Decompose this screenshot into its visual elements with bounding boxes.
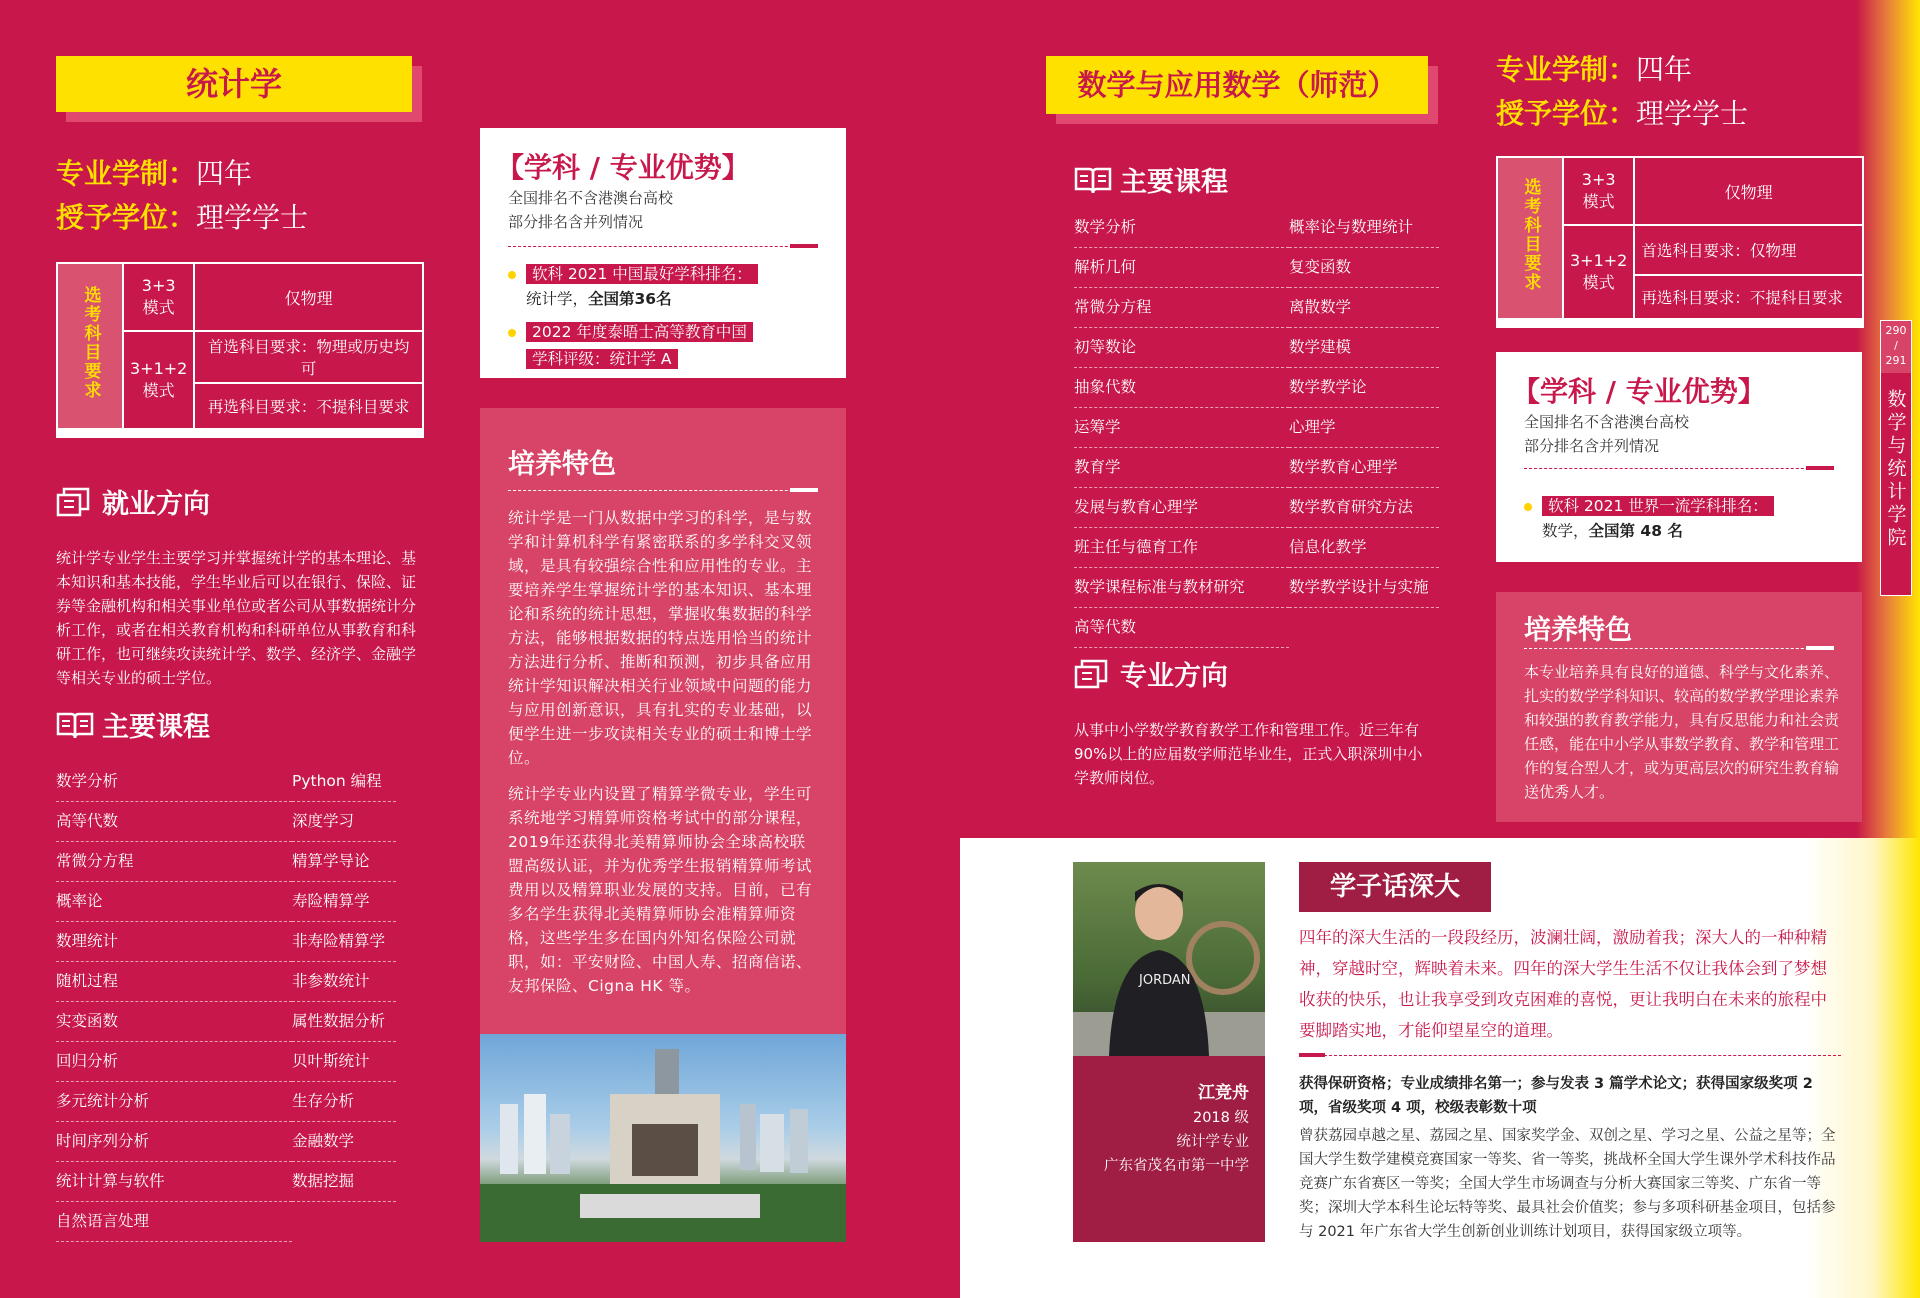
req-vertical-label: 选考科目要求 bbox=[57, 263, 123, 433]
right-degree: 授予学位：理学学士 bbox=[1496, 97, 1749, 130]
right-course-list bbox=[1074, 208, 1439, 648]
open-book-icon bbox=[1074, 165, 1108, 195]
right-adv-sub: 全国排名不含港澳台高校 部分排名含并列情况 bbox=[1524, 413, 1690, 455]
course-item: 数学教学设计与实施 bbox=[1289, 568, 1439, 608]
student-name: 江竞舟 bbox=[1198, 1083, 1249, 1103]
course-item: 初等数论 bbox=[1074, 328, 1289, 368]
course-item: Python 编程 bbox=[292, 762, 396, 802]
mid-feat-p2: 统计学专业内设置了精算学微专业，学生可系统地学习精算师资格考试中的部分课程，2019年还获得北美精算师协会全球高校联盟高级认证，并为优秀学生报销精算师考试费用以及精算职业发展的支持。目前，已有多名学生获得北美精算师协会准精算师资格，这些学生多在国内外知名保险公司就职，如：平安财险、中国人寿、招商信诺、友邦保险、Cigna HK 等。 bbox=[508, 785, 813, 995]
left-job-heading: 就业方向 bbox=[56, 482, 210, 521]
course-item: 数理统计 bbox=[56, 922, 292, 962]
right-adv-title: 【学科 / 专业优势】 bbox=[1512, 375, 1766, 408]
right-advantage-card bbox=[1496, 352, 1862, 562]
course-item: 自然语言处理 bbox=[56, 1202, 292, 1242]
course-item: 信息化教学 bbox=[1289, 528, 1439, 568]
bullet-icon bbox=[1524, 503, 1532, 511]
course-item: 教育学 bbox=[1074, 448, 1289, 488]
student-achievements: 曾获荔园卓越之星、荔园之星、国家奖学金、双创之星、学习之星、公益之星等；全国大学生数学建模竞赛国家一等奖、省一等奖，挑战杯全国大学生课外学术科技作品竞赛广东省赛区一等奖；全国大学生市场调查与分析大赛国家三等奖、广东省一等奖；深圳大学本科生论坛特等奖、最具社会价值奖；参与多项科研基金项目，包括参与 2021 年广东省大学生创新创业训练计划项目，获得国家级立项等。 bbox=[1299, 1128, 1836, 1240]
course-item: 非参数统计 bbox=[292, 962, 396, 1002]
course-item: 复变函数 bbox=[1289, 248, 1439, 288]
mid-adv-item-2: 2022 年度泰晤士高等教育中国 学科评级：统计学 A bbox=[508, 320, 828, 372]
svg-text:JORDAN: JORDAN bbox=[1139, 973, 1191, 988]
course-item: 高等代数 bbox=[1074, 608, 1289, 648]
course-item: 抽象代数 bbox=[1074, 368, 1289, 408]
student-info-box bbox=[1073, 1056, 1265, 1242]
student-achievements-bold: 获得保研资格；专业成绩排名第一；参与发表 3 篇学术论文；获得国家级奖项 2 项，省级奖项 4 项，校级表彰数十项 bbox=[1299, 1076, 1813, 1116]
course-item: 寿险精算学 bbox=[292, 882, 396, 922]
open-book-icon bbox=[56, 710, 90, 740]
req-second: 再选科目要求：不提科目要求 bbox=[194, 383, 423, 433]
left-job-text: 统计学专业学生主要学习并掌握统计学的基本理论、基本知识和基本技能，学生毕业后可以在银行、保险、证券等金融机构和相关事业单位或者公司从事数据统计分析工作，或者在相关教育机构和科研单位从事教育和科研工作，也可继续攻读统计学、数学、经济学、金融学等相关专业的硕士学位。 bbox=[56, 549, 417, 687]
side-page-number: 290 / 291 bbox=[1881, 321, 1911, 373]
student-photo bbox=[1073, 862, 1265, 1056]
course-item: 精算学导论 bbox=[292, 842, 396, 882]
course-item: 概率论 bbox=[56, 882, 292, 922]
course-item: 非寿险精算学 bbox=[292, 922, 396, 962]
right-feat-title: 培养特色 bbox=[1524, 615, 1632, 646]
right-feat-text: 本专业培养具有良好的道德、科学与文化素养、扎实的数学学科知识、较高的数学教学理论素养和较强的教育教学能力，具有反思能力和社会责任感，能在中小学从事数学教育、教学和管理工作的复合型人才，或为更高层次的研究生教育输送优秀人才。 bbox=[1524, 663, 1840, 801]
left-course-heading: 主要课程 bbox=[56, 705, 210, 744]
req-mode1: 3+3 模式 bbox=[123, 263, 194, 331]
course-item: 班主任与德育工作 bbox=[1074, 528, 1289, 568]
left-duration: 专业学制：四年 bbox=[56, 157, 253, 190]
req-mode2: 3+1+2 模式 bbox=[1563, 225, 1634, 323]
course-item: 数学教育心理学 bbox=[1289, 448, 1439, 488]
side-college-label: 数学与统计学院 bbox=[1884, 389, 1907, 550]
course-item: 属性数据分析 bbox=[292, 1002, 396, 1042]
right-adv-item-1: 软科 2021 世界一流学科排名： 数学，全国第 48 名 bbox=[1524, 494, 1854, 544]
course-item: 数学课程标准与教材研究 bbox=[1074, 568, 1289, 608]
mid-advantage-card bbox=[480, 128, 846, 378]
student-quote: 四年的深大生活的一段段经历，波澜壮阔，激励着我；深大人的一种种精神，穿越时空，辉映着未来。四年的深大学生生活不仅让我体会到了梦想收获的快乐，也让我享受到攻克困难的喜悦，更让我明白在未来的旅程中要脚踏实地，才能仰望星空的道理。 bbox=[1299, 928, 1827, 1040]
left-course-list bbox=[56, 762, 396, 1242]
req-first: 首选科目要求：物理或历史均可 bbox=[194, 331, 423, 383]
course-item: 概率论与数理统计 bbox=[1289, 208, 1439, 248]
right-direction-text: 从事中小学数学教育教学工作和管理工作。近三年有90%以上的应届数学师范毕业生，正式入职深圳中小学教师岗位。 bbox=[1074, 721, 1423, 787]
course-item: 随机过程 bbox=[56, 962, 292, 1002]
course-item: 回归分析 bbox=[56, 1042, 292, 1082]
campus-photo bbox=[480, 1034, 846, 1242]
course-item: 离散数学 bbox=[1289, 288, 1439, 328]
course-item: 时间序列分析 bbox=[56, 1122, 292, 1162]
course-item: 金融数学 bbox=[292, 1122, 396, 1162]
bullet-icon bbox=[508, 271, 516, 279]
mid-adv-divider bbox=[508, 246, 818, 247]
side-page-tab bbox=[1880, 320, 1912, 596]
course-item: 常微分方程 bbox=[1074, 288, 1289, 328]
req-vertical-label: 选考科目要求 bbox=[1497, 157, 1563, 323]
left-title: 统计学 bbox=[56, 56, 412, 112]
right-course-heading: 主要课程 bbox=[1074, 160, 1228, 199]
course-item: 深度学习 bbox=[292, 802, 396, 842]
right-requirement-table bbox=[1496, 156, 1864, 328]
mid-adv-sub: 全国排名不含港澳台高校 部分排名含并列情况 bbox=[508, 189, 674, 231]
req-mode1-value: 仅物理 bbox=[194, 263, 423, 331]
course-item: 实变函数 bbox=[56, 1002, 292, 1042]
course-item: 常微分方程 bbox=[56, 842, 292, 882]
course-item: 高等代数 bbox=[56, 802, 292, 842]
req-mode1-value: 仅物理 bbox=[1634, 157, 1863, 225]
mid-feature-panel bbox=[480, 408, 846, 1034]
req-mode2: 3+1+2 模式 bbox=[123, 331, 194, 433]
student-meta: 2018 级 统计学专业 广东省茂名市第一中学 bbox=[1104, 1110, 1249, 1174]
req-mode1: 3+3 模式 bbox=[1563, 157, 1634, 225]
req-first: 首选科目要求：仅物理 bbox=[1634, 225, 1863, 275]
course-item: 数据挖掘 bbox=[292, 1162, 396, 1202]
book-stack-icon bbox=[1074, 659, 1108, 689]
right-feature-panel bbox=[1496, 592, 1862, 822]
course-item: 数学分析 bbox=[1074, 208, 1289, 248]
course-item: 贝叶斯统计 bbox=[292, 1042, 396, 1082]
right-adv-divider bbox=[1524, 468, 1834, 469]
course-item: 统计计算与软件 bbox=[56, 1162, 292, 1202]
mid-feat-p1: 统计学是一门从数据中学习的科学，是与数学和计算机科学有紧密联系的多学科交叉领域，是具有较强综合性和应用性的专业。主要培养学生掌握统计学的基本知识、基本理论和系统的统计思想，掌握收集数据的科学方法，能够根据数据的特点选用恰当的统计方法进行分析、推断和预测，初步具备应用统计学知识解决相关行业领域中问题的能力与应用创新意识，具有扎实的专业基础，以便学生进一步攻读相关专业的硕士和博士学位。 bbox=[508, 509, 813, 767]
course-item: 解析几何 bbox=[1074, 248, 1289, 288]
bullet-icon bbox=[508, 329, 516, 337]
left-requirement-table bbox=[56, 262, 424, 438]
student-section-title: 学子话深大 bbox=[1299, 862, 1491, 912]
left-degree: 授予学位：理学学士 bbox=[56, 201, 309, 234]
course-item: 生存分析 bbox=[292, 1082, 396, 1122]
course-item: 运筹学 bbox=[1074, 408, 1289, 448]
course-item: 数学分析 bbox=[56, 762, 292, 802]
course-item: 数学建模 bbox=[1289, 328, 1439, 368]
student-divider bbox=[1299, 1055, 1841, 1056]
mid-feat-title: 培养特色 bbox=[508, 449, 616, 480]
mid-adv-title: 【学科 / 专业优势】 bbox=[496, 151, 750, 184]
right-duration: 专业学制：四年 bbox=[1496, 53, 1693, 86]
course-item: 数学教学论 bbox=[1289, 368, 1439, 408]
right-title: 数学与应用数学（师范） bbox=[1046, 56, 1428, 114]
course-item: 发展与教育心理学 bbox=[1074, 488, 1289, 528]
right-direction-heading: 专业方向 bbox=[1074, 654, 1228, 693]
course-item: 数学教育研究方法 bbox=[1289, 488, 1439, 528]
course-item: 心理学 bbox=[1289, 408, 1439, 448]
mid-adv-item-1: 软科 2021 中国最好学科排名： 统计学，全国第36名 bbox=[508, 262, 828, 312]
mid-feat-divider bbox=[508, 490, 818, 491]
right-feat-divider bbox=[1524, 648, 1834, 649]
req-second: 再选科目要求：不提科目要求 bbox=[1634, 275, 1863, 323]
book-stack-icon bbox=[56, 487, 90, 517]
course-item: 多元统计分析 bbox=[56, 1082, 292, 1122]
